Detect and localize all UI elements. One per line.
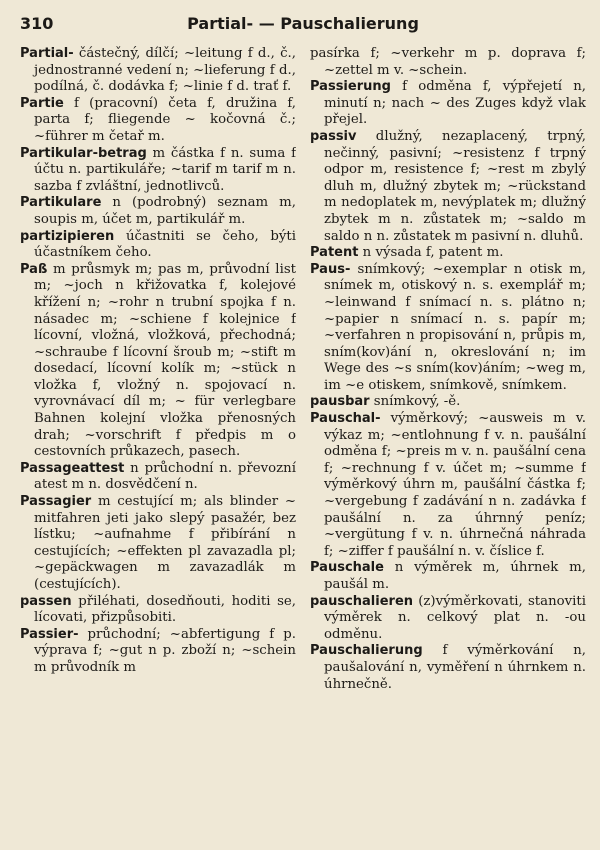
- dictionary-entry: [20, 229, 296, 262]
- dictionary-entry: [310, 79, 586, 129]
- entry-headword: Partikulare: [20, 195, 102, 211]
- left-column: [20, 46, 296, 693]
- entry-headword: pausbar: [310, 394, 370, 410]
- entry-headword: passen: [20, 593, 72, 609]
- entry-definition: m cestující m; als blinder ~ mitfahren jeti jako slepý pasažér, bez lístku; ~aufnahme f přibírání n cestujících; ~effekten pl zavazadla pl; ~gepäckwagen m zavazadlák m (cestujících).: [34, 494, 296, 592]
- entry-headword: passiv: [310, 128, 357, 144]
- entry-headword: Passierung: [310, 79, 391, 95]
- entry-definition: m částka f n. suma f účtu n. partikuláře; ~tarif m tarif m n. sazba f zvláštní, jednotlivců.: [34, 145, 296, 194]
- page-header: [20, 12, 586, 40]
- entry-definition: částečný, dílčí; ~leitung f d., č., jednostranné vedení n; ~lieferung f d., podílná, č. dodávka f; ~linie f d. trať f.: [34, 46, 296, 95]
- entry-headword: partizipieren: [20, 228, 115, 244]
- right-column: [310, 46, 586, 693]
- dictionary-entry: [310, 643, 586, 693]
- entry-definition: výměrkový; ~ausweis m v. výkaz m; ~entlohnung f v. n. paušální odměna f; ~preis m v. n. paušální cena f; ~rechnung f v. účet m; ~summe f výměrkový úhrn m, paušální částka f; ~vergebung f zadávání n n. zadávka f paušální n. za úhrnný peníz; ~vergütung f v. n. úhrnečná náhrada f; ~ziffer f paušální n. v. číslice f.: [324, 411, 586, 559]
- dictionary-entry: [20, 46, 296, 96]
- dictionary-entry: [310, 411, 586, 560]
- entry-headword: Pauschale: [310, 560, 384, 576]
- entry-headword: Pauschal-: [310, 411, 381, 427]
- dictionary-entry: [310, 394, 586, 411]
- dictionary-entry: [310, 129, 586, 245]
- entry-definition: m průsmyk m; pas m, průvodní list m; ~joch n křižovatka f, kolejové křížení n; ~rohr n trubní spojka f n. násadec m; ~schiene f kolejnice f lícovní, vložná, vložková, přechodná; ~schraube f lícovní šroub m; ~stift m dosedací, lícovní kolík m; ~stück n vložka f, vložný n. spojovací n. vyrovnávací díl m; ~ für verlegbare Bahnen kolejní vložka přenosných drah; ~vorschrift f předpis m o cestovních průkazech, pasech.: [34, 261, 296, 460]
- dictionary-entry: [20, 627, 296, 677]
- entry-definition: účastniti se čeho, býti účastníkem čeho.: [34, 228, 296, 261]
- entry-headword: Passageattest: [20, 460, 125, 476]
- entry-headword: Paß: [20, 261, 48, 277]
- entry-headword: Paus-: [310, 261, 351, 277]
- entry-definition: přiléhati, dosedňouti, hoditi se, lícovati, přizpůsobiti.: [34, 593, 296, 626]
- page-number: 310: [20, 14, 54, 33]
- dictionary-entry: [310, 594, 586, 644]
- entry-definition: n výměrek m, úhrnek m, paušál m.: [324, 560, 586, 592]
- dictionary-entry: [20, 494, 296, 594]
- dictionary-entry: [310, 245, 586, 262]
- entry-definition: f odměna f, výpřejetí n, minutí n; nach ~ des Zuges když vlak přejel.: [324, 79, 586, 128]
- running-head: Partial- — Pauschalierung: [187, 14, 419, 33]
- dictionary-entry: [20, 262, 296, 461]
- dictionary-entry: [20, 96, 296, 146]
- dictionary-entry: [20, 146, 296, 196]
- entry-definition: snímkový, -ě.: [369, 394, 461, 410]
- dictionary-entry: [20, 594, 296, 627]
- entry-definition: (z)výměrkovati, stanoviti výměrek n. celkový plat n. -ou odměnu.: [324, 593, 586, 642]
- dictionary-entry: [310, 262, 586, 395]
- entry-headword: Passagier: [20, 494, 92, 510]
- dictionary-entry: [310, 560, 586, 593]
- entry-headword: Passier-: [20, 626, 79, 642]
- entry-headword: Partikular-betrag: [20, 145, 147, 161]
- entry-headword: Patent: [310, 245, 359, 261]
- entry-definition: snímkový; ~exemplar n otisk m, snímek m, otiskový n. s. exemplář m; ~leinwand f snímací n. s. plátno n; ~papier n snímací n. s. papír m; ~verfahren n propisování n, průpis m, sním(kov)ání n, okreslování n; im Wege des ~s sním(kov)áním; ~weg m, im ~e otiskem, snímkově, snímkem.: [324, 261, 586, 393]
- entry-definition: n výsada f, patent m.: [358, 245, 504, 261]
- dictionary-entry: [310, 46, 586, 79]
- entry-definition: f (pracovní) četa f, družina f, parta f; fliegende ~ kočovná č.; ~führer m četař m.: [34, 95, 296, 144]
- entry-headword: Partie: [20, 95, 64, 111]
- entry-definition: průchodní; ~abfertigung f p. výprava f; ~gut n p. zboží n; ~schein m průvodník m: [34, 626, 296, 675]
- entry-definition: pasírka f; ~verkehr m p. doprava f; ~zettel m v. ~schein.: [310, 46, 586, 78]
- entry-headword: Partial-: [20, 46, 74, 61]
- entry-definition: dlužný, nezaplacený, trpný, nečinný, pasivní; ~resistenz f trpný odpor m, resistence f; ~rest m zbylý dluh m, dlužný zbytek m; ~rückstand m nedoplatek m, nevýplatek m; dlužný zbytek m n. zůstatek m; ~saldo m saldo n n. zůstatek m pasivní n. dluhů.: [324, 128, 586, 244]
- dictionary-entry: [20, 195, 296, 228]
- entry-definition: n (podrobný) seznam m, soupis m, účet m, partikulář m.: [34, 195, 296, 227]
- dictionary-entry: [20, 461, 296, 494]
- entry-definition: n průchodní n. převozní atest m n. dosvědčení n.: [34, 460, 296, 493]
- entry-headword: pauschalieren: [310, 593, 414, 609]
- entry-headword: Pauschalierung: [310, 643, 423, 659]
- entry-definition: f výměrkování n, paušalování n, vyměření n úhrnkem n. úhrnečně.: [324, 643, 586, 692]
